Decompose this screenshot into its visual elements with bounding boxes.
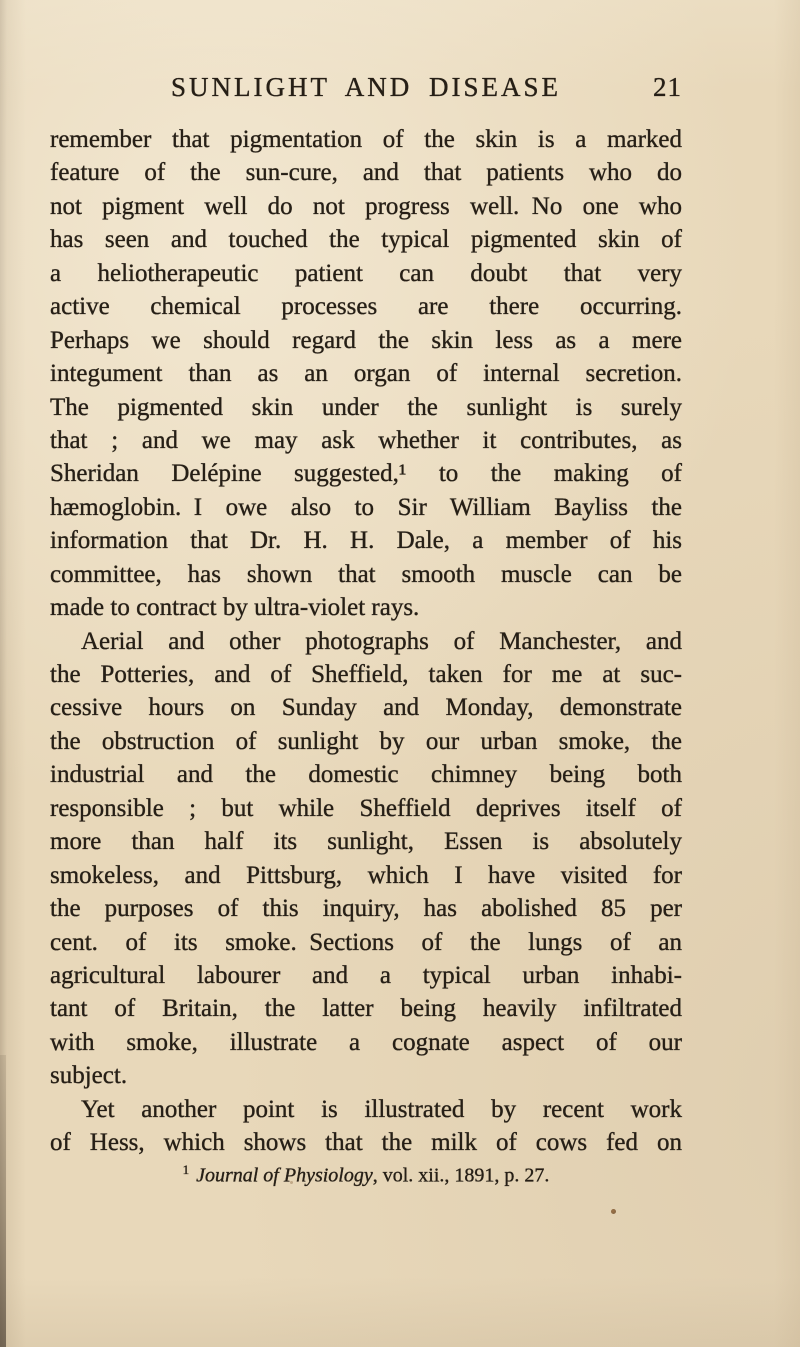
text-line: Aerial and other photographs of Manchester, and: [81, 627, 682, 655]
text-line: hæmoglobin. I owe also to Sir William Bayliss the: [50, 493, 682, 521]
text-line: has seen and touched the typical pigmented skin of: [50, 226, 682, 254]
text-line: tant of Britain, the latter being heavily infiltrated: [50, 995, 682, 1023]
text-line: information that Dr. H. H. Dale, a member of his: [50, 527, 682, 555]
text-line: The pigmented skin under the sunlight is surely: [50, 393, 682, 421]
text-line: more than half its sunlight, Essen is absolutely: [50, 828, 682, 856]
text-line: integument than as an organ of internal secretion.: [50, 360, 682, 388]
text-line: made to contract by ultra-violet rays.: [50, 594, 420, 622]
text-line: with smoke, illustrate a cognate aspect of our: [50, 1028, 682, 1056]
text-line: the obstruction of sunlight by our urban smoke, the: [50, 727, 682, 755]
text-line: cent. of its smoke. Sections of the lungs of an: [50, 928, 682, 956]
text-line: of Hess, which shows that the milk of cows fed on: [50, 1129, 682, 1157]
text-line: Sheridan Delépine suggested,¹ to the making of: [50, 460, 682, 488]
text-line: active chemical processes are there occurring.: [50, 293, 682, 321]
footnote-marker: 1: [182, 1162, 190, 1177]
text-line: committee, has shown that smooth muscle can be: [50, 560, 682, 588]
text-line: agricultural labourer and a typical urban inhabi-: [50, 961, 682, 989]
text-line: Yet another point is illustrated by recent work: [81, 1095, 682, 1123]
text-line: smokeless, and Pittsburg, which I have visited for: [50, 861, 682, 889]
page-number: 21: [653, 72, 682, 102]
text-line: responsible ; but while Sheffield deprives itself of: [50, 794, 682, 822]
text-line: feature of the sun-cure, and that patients who do: [50, 159, 682, 187]
body-text: [50, 123, 682, 1160]
text-line: the Potteries, and of Sheffield, taken for me at suc-: [50, 661, 682, 688]
text-line: remember that pigmentation of the skin is a marked: [50, 126, 682, 153]
footnote-journal-title: Journal of Physiology: [196, 1164, 373, 1187]
text-line: subject.: [50, 1062, 128, 1090]
chapter-title: SUNLIGHT AND DISEASE: [170, 72, 561, 102]
text-line: the purposes of this inquiry, has abolished 85 per: [50, 895, 682, 923]
page-edge-shadow: [0, 1055, 6, 1347]
footnote-citation: , vol. xii., 1891, p. 27.: [372, 1164, 550, 1187]
text-line: not pigment well do not progress well. No one who: [50, 192, 682, 220]
running-header: [50, 72, 682, 102]
text-line: cessive hours on Sunday and Monday, demonstrate: [50, 694, 682, 722]
text-line: a heliotherapeutic patient can doubt that very: [50, 259, 682, 287]
text-line: that ; and we may ask whether it contributes, as: [50, 426, 682, 454]
paper-speck: [290, 1181, 293, 1184]
text-line: industrial and the domestic chimney being both: [50, 761, 682, 789]
text-line: Perhaps we should regard the skin less as a mere: [50, 326, 682, 354]
footnote: [50, 1157, 682, 1189]
paper-speck: [611, 1209, 616, 1214]
